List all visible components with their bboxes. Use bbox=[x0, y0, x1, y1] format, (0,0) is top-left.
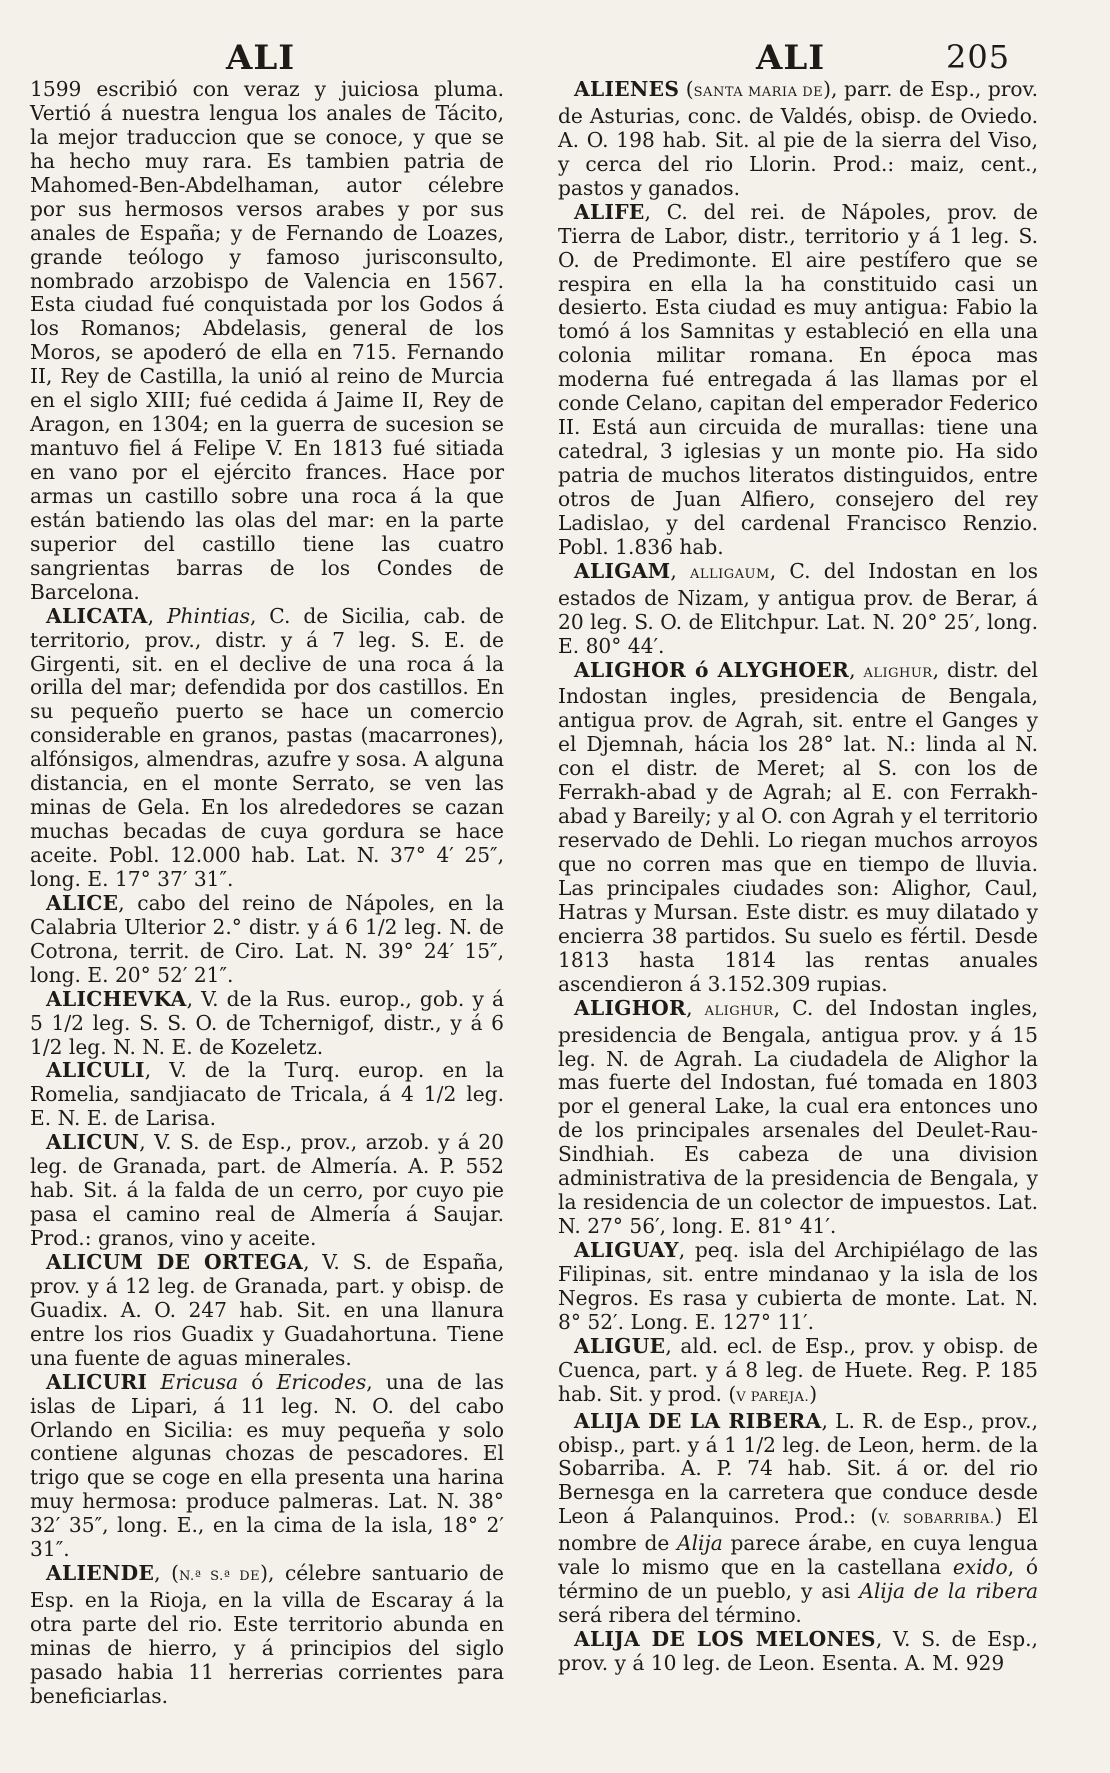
entry-body: , V. S. de España, prov. y á 12 leg. de Granada, part. y obisp. de Guadix. A. O. 247 hab. Sit. en una llanura entre los rios Guadix y Guadahortuna. Tiene una fuente de aguas minerales. bbox=[30, 1249, 504, 1370]
entry-body: ), célebre santuario de Esp. en la Rioja, en la villa de Escaray á la otra parte del rio. Este territorio abunda en minas de hierro, y á principios del siglo pasado habia 11 herrerias corrientes para beneficiarlas. bbox=[30, 1561, 504, 1708]
entry-alija-de-los-melones bbox=[558, 1628, 1038, 1676]
entry-body: , C. del rei. de Nápoles, prov. de Tierra de Labor, distr., territorio y á 1 leg. S. O. de Predimonte. El aire pestífero que se respira en ella la ha constituido casi un desierto. Esta ciudad es muy antigua: Fabio la tomó á los Samnitas y estableció en ella una colonia militar romana. En época mas moderna fué entregada á las llamas por el conde Celano, capitan del emperador Federico II. Está aun circuida de murallas: tiene una catedral, 3 iglesias y un monte pio. Ha sido patria de muchos literatos distinguidos, entre otros de Juan Alfiero, consejero del rey Ladislao, y del cardenal Francisco Renzio. Pobl. 1.836 hab. bbox=[558, 199, 1038, 559]
small-caps-note: ALIGHUR bbox=[704, 1003, 774, 1019]
entry-body: , distr. del Indostan ingles, presidencia de Bengala, antigua prov. de Agrah, sit. entre el Ganges y el Djemnah, hácia los 28° lat. N.: linda al N. con el distr. de Meret; al S. con los de Ferrakh-abad y de Agrah; al E. con Ferrakh-abad y Bareily; y al O. con Agrah y el territorio reservado de Dehli. Lo riegan muchos arroyos que no corren mas que en tiempo de lluvia. Las principales ciudades son: Alighor, Caul, Hatras y Mursan. Este distr. es muy dilatado y encierra 38 partidos. Su suelo es fértil. Desde 1813 hasta 1814 las rentas anuales ascendieron á 3.152.309 rupias. bbox=[558, 657, 1038, 996]
entry-body: , una de las islas de Lipari, á 11 leg. N. O. del cabo Orlando en Sicilia: es muy pequeña y solo contiene algunas chozas de pescadores. El trigo que se coge en ella presenta una harina muy hermosa: produce palmeras. Lat. N. 38° 32′ 35″, long. E., en la cima de la isla, 18° 2′ 31″. bbox=[30, 1369, 504, 1562]
italic-term: Alija de la ribera bbox=[859, 1579, 1038, 1604]
entry-alicum-de-ortega bbox=[30, 1251, 504, 1371]
italic-term: Alija bbox=[677, 1531, 723, 1556]
entry-headword: ALIENES bbox=[574, 77, 680, 101]
entry-headword: ALIGHOR ó ALYGHOER bbox=[574, 657, 850, 682]
entry-headword: ALIJA DE LA RIBERA bbox=[574, 1408, 822, 1433]
entry-body: , V. S. de Esp., prov. y á 10 leg. de Leon. Esenta. A. M. 929 bbox=[558, 1627, 1038, 1675]
entry-body: , C. del Indostan ingles, presidencia de Bengala, antigua prov. y á 15 leg. N. de Agrah. La ciudadela de Alighor la mas fuerte del Indostan, fué tomada en 1803 por el general Lake, la cual era entonces uno de los principales arsenales del Deulet-Rau-Sindhiah. Es cabeza de una division administrativa de la presidencia de Bengala, y la residencia de un colector de impuestos. Lat. N. 27° 56′, long. E. 81° 41′. bbox=[558, 995, 1038, 1239]
entry-body: ), parr. de Esp., prov. de Asturias, conc. de Valdés, obisp. de Oviedo. A. O. 198 hab. Sit. al pie de la sierra del Viso, y cerca del rio Llorin. Prod.: maiz, cent., pastos y ganados. bbox=[558, 77, 1038, 200]
right-column bbox=[558, 78, 1038, 1676]
entry-headword: ALICURI bbox=[46, 1369, 148, 1394]
entry-alicun bbox=[30, 1131, 504, 1251]
entry-alice bbox=[30, 892, 504, 988]
latin-name: Phintias bbox=[166, 603, 250, 628]
entry-headword: ALIGHOR bbox=[574, 995, 687, 1020]
entry-alife bbox=[558, 201, 1038, 560]
entry-headword: ALIGAM bbox=[574, 558, 671, 583]
entry-body: , V. S. de Esp., prov., arzob. y á 20 leg. de Granada, part. de Almería. A. P. 552 hab. Sit. á la falda de un cerro, por cuyo pie pasa el camino real de Almería á Saujar. Prod.: granos, vino y aceite. bbox=[30, 1130, 504, 1250]
entry-headword: ALICE bbox=[46, 890, 119, 915]
entry-alicata: ALICATA, Phintias, C. de Sicilia, cab. de territorio, prov., distr. y á 7 leg. S. E. de Girgenti, sit. en el declive de una roca á la orilla del mar; defendida por dos castillos. En su pequeño puerto se hace un comercio considerable en granos, pastas (macarrones), alfónsigos, almendras, azufre y sosa. A alguna distancia, en el monte Serrato, se ven las minas de Gela. En los alrededores se cazan muchas becadas de cuya gordura se hace aceite. Pobl. 12.000 hab. Lat. N. 37° 4′ 25″, long. E. 17° 37′ 31″. bbox=[30, 603, 504, 891]
entry-headword: ALIJA DE LOS MELONES bbox=[574, 1627, 876, 1651]
running-head-left: ALI bbox=[226, 38, 296, 78]
entry-alichevka bbox=[30, 988, 504, 1060]
running-head-center: ALI bbox=[756, 38, 826, 78]
entry-alighor-district: ALIGHOR ó ALYGHOER, ALIGHUR, distr. del Indostan ingles, presidencia de Bengala, antigua prov. de Agrah, sit. entre el Ganges y el Djemnah, hácia los 28° lat. N.: linda al N. con el distr. de Meret; al S. con los de Ferrakh-abad y de Agrah; al E. con Ferrakh-abad y Bareily; y al O. con Agrah y el territorio reservado de Dehli. Lo riegan muchos arroyos que no corren mas que en tiempo de lluvia. Las principales ciudades son: Alighor, Caul, Hatras y Mursan. Este distr. es muy dilatado y encierra 38 partidos. Su suelo es fértil. Desde 1813 hasta 1814 las rentas anuales ascendieron á 3.152.309 rupias. bbox=[558, 657, 1038, 996]
small-caps-note: ALIGHUR bbox=[863, 665, 933, 681]
entry-alighor-city: ALIGHOR, ALIGHUR, C. del Indostan ingles, presidencia de Bengala, antigua prov. y á 15 leg. N. de Agrah. La ciudadela de Alighor la mas fuerte del Indostan, fué tomada en 1803 por el general Lake, la cual era entonces uno de los principales arsenales del Deulet-Rau-Sindhiah. Es cabeza de una division administrativa de la presidencia de Bengala, y la residencia de un colector de impuestos. Lat. N. 27° 56′, long. E. 81° 41′. bbox=[558, 995, 1038, 1239]
entry-body: , L. R. de Esp., prov., obisp., part. y á 1 1/2 leg. de Leon, herm. de la Sobarriba. A. P. 74 hab. Sit. á or. del rio Bernesga en la carretera que conduce desde Leon á Palanquinos. Prod.: ( bbox=[558, 1408, 1038, 1529]
cross-reference: V. SOBARRIBA. bbox=[878, 1512, 995, 1528]
entry-aliculi bbox=[30, 1059, 504, 1131]
entry-aliguay bbox=[558, 1239, 1038, 1335]
entry-headword: ALIGUAY bbox=[574, 1238, 679, 1262]
latin-name: Ericusa bbox=[160, 1369, 239, 1394]
entry-body: , V. de la Rus. europ., gob. y á 5 1/2 leg. S. S. O. de Tchernigof, distr., y á 6 1/2 leg. N. N. E. de Kozeletz. bbox=[30, 986, 504, 1059]
page-number: 205 bbox=[946, 38, 1011, 76]
small-caps-note: ALLIGAUM bbox=[689, 566, 770, 582]
cross-reference: V PAREJA. bbox=[736, 1389, 810, 1405]
entry-body: , ald. ecl. de Esp., prov. y obisp. de Cuenca, part. y á 8 leg. de Huete. Reg. P. 185 hab. Sit. y prod. ( bbox=[558, 1333, 1038, 1406]
small-caps-note: N.ª S.ª DE bbox=[179, 1569, 261, 1585]
entry-body: , V. de la Turq. europ. en la Romelia, sandjiacato de Tricala, á 4 1/2 leg. E. N. E. de Larisa. bbox=[30, 1058, 504, 1131]
entry-headword: ALICATA bbox=[46, 603, 148, 628]
entry-aliende: ALIENDE, (N.ª S.ª DE), célebre santuario de Esp. en la Rioja, en la villa de Escaray á la otra parte del rio. Este territorio abunda en minas de hierro, y á principios del siglo pasado habia 11 herrerias corrientes para beneficiarlas. bbox=[30, 1561, 504, 1708]
entry-headword: ALIGUE bbox=[574, 1333, 666, 1358]
entry-headword: ALIFE bbox=[574, 199, 645, 224]
entry-headword: ALICHEVKA bbox=[46, 986, 187, 1011]
entry-aligue: ALIGUE, ald. ecl. de Esp., prov. y obisp. de Cuenca, part. y á 8 leg. de Huete. Reg. P. 185 hab. Sit. y prod. (V PAREJA.) bbox=[558, 1333, 1038, 1406]
entry-body: , C. del Indostan en los estados de Nizam, y antigua prov. de Berar, á 20 leg. S. O. de Elitchpur. Lat. N. 20° 25′, long. E. 80° 44′. bbox=[558, 558, 1038, 658]
entry-alienes: ALIENES (SANTA MARIA DE), parr. de Esp., prov. de Asturias, conc. de Valdés, obisp. de Oviedo. A. O. 198 hab. Sit. al pie de la sierra del Viso, y cerca del rio Llorin. Prod.: maiz, cent., pastos y ganados. bbox=[558, 77, 1038, 200]
small-caps-note: SANTA MARIA DE bbox=[693, 85, 824, 100]
left-column bbox=[30, 78, 504, 1709]
entry-alija-de-la-ribera: ALIJA DE LA RIBERA, L. R. de Esp., prov., obisp., part. y á 1 1/2 leg. de Leon, herm. de la Sobarriba. A. P. 74 hab. Sit. á or. del rio Bernesga en la carretera que conduce desde Leon á Palanquinos. Prod.: (V. SOBARRIBA.) El nombre de Alija parece árabe, en cuya lengua vale lo mismo que en la castellana exido, ó término de un pueblo, y asi Alija de la ribera será ribera del término. bbox=[558, 1408, 1038, 1628]
entry-headword: ALICULI bbox=[46, 1058, 145, 1083]
entry-body: , cabo del reino de Nápoles, en la Calabria Ulterior 2.° distr. y á 6 1/2 leg. N. de Cotrona, territ. de Ciro. Lat. N. 39° 24′ 15″, long. E. 20° 52′ 21″. bbox=[30, 890, 504, 987]
entry-aligam: ALIGAM, ALLIGAUM, C. del Indostan en los estados de Nizam, y antigua prov. de Berar, á 20 leg. S. O. de Elitchpur. Lat. N. 20° 25′, long. E. 80° 44′. bbox=[558, 558, 1038, 658]
continued-entry-text: 1599 escribió con veraz y juiciosa pluma. Vertió á nuestra lengua los anales de Tácito, la mejor traduccion que se conoce, y que se ha hecho muy rara. Es tambien patria de Mahomed-Ben-Abdelhaman, autor célebre por sus hermosos versos arabes y por sus anales de España; y de Fernando de Loazes, grande teólogo y famoso jurisconsulto, nombrado arzobispo de Valencia en 1567. Esta ciudad fué conquistada por los Godos á los Romanos; Abdelasis, general de los Moros, se apoderó de ella en 715. Fernando II, Rey de Castilla, la unió al reino de Murcia en el siglo XIII; fué cedida á Jaime II, Rey de Aragon, en 1304; en la guerra de sucesion se mantuvo fiel á Felipe V. En 1813 fué sitiada en vano por el ejército frances. Hace por armas un castillo sobre una roca á la que están batiendo las olas del mar: en la parte superior del castillo tiene las cuatro sangrientas barras de los Condes de Barcelona. bbox=[30, 77, 504, 604]
entry-body: , peq. isla del Archipiélago de las Filipinas, sit. entre mindanao y la isla de los Negros. Es rasa y cubierta de monte. Lat. N. 8° 52′. Long. E. 127° 11′. bbox=[558, 1238, 1038, 1334]
latin-name-alt: Ericodes bbox=[276, 1369, 367, 1394]
entry-headword: ALICUN bbox=[46, 1130, 140, 1155]
entry-body: , C. de Sicilia, cab. de territorio, prov., distr. y á 7 leg. S. E. de Girgenti, sit. en el declive de una roca á la orilla del mar; defendida por dos castillos. En su pequeño puerto se hace un comercio considerable en granos, pastas (macarrones), alfónsigos, almendras, azufre y sosa. A alguna distancia, en el monte Serrato, se ven las minas de Gela. En los alrededores se cazan muchas becadas de cuya gordura se hace aceite. Pobl. 12.000 hab. Lat. N. 37° 4′ 25″, long. E. 17° 37′ 31″. bbox=[30, 603, 504, 891]
entry-alicuri: ALICURI Ericusa ó Ericodes, una de las islas de Lipari, á 11 leg. N. O. del cabo Orlando en Sicilia: es muy pequeña y solo contiene algunas chozas de pescadores. El trigo que se coge en ella presenta una harina muy hermosa: produce palmeras. Lat. N. 38° 32′ 35″, long. E., en la cima de la isla, 18° 2′ 31″. bbox=[30, 1369, 504, 1562]
entry-headword: ALIENDE bbox=[46, 1561, 155, 1586]
italic-term: exido bbox=[952, 1555, 1008, 1580]
entry-headword: ALICUM DE ORTEGA bbox=[46, 1249, 304, 1274]
